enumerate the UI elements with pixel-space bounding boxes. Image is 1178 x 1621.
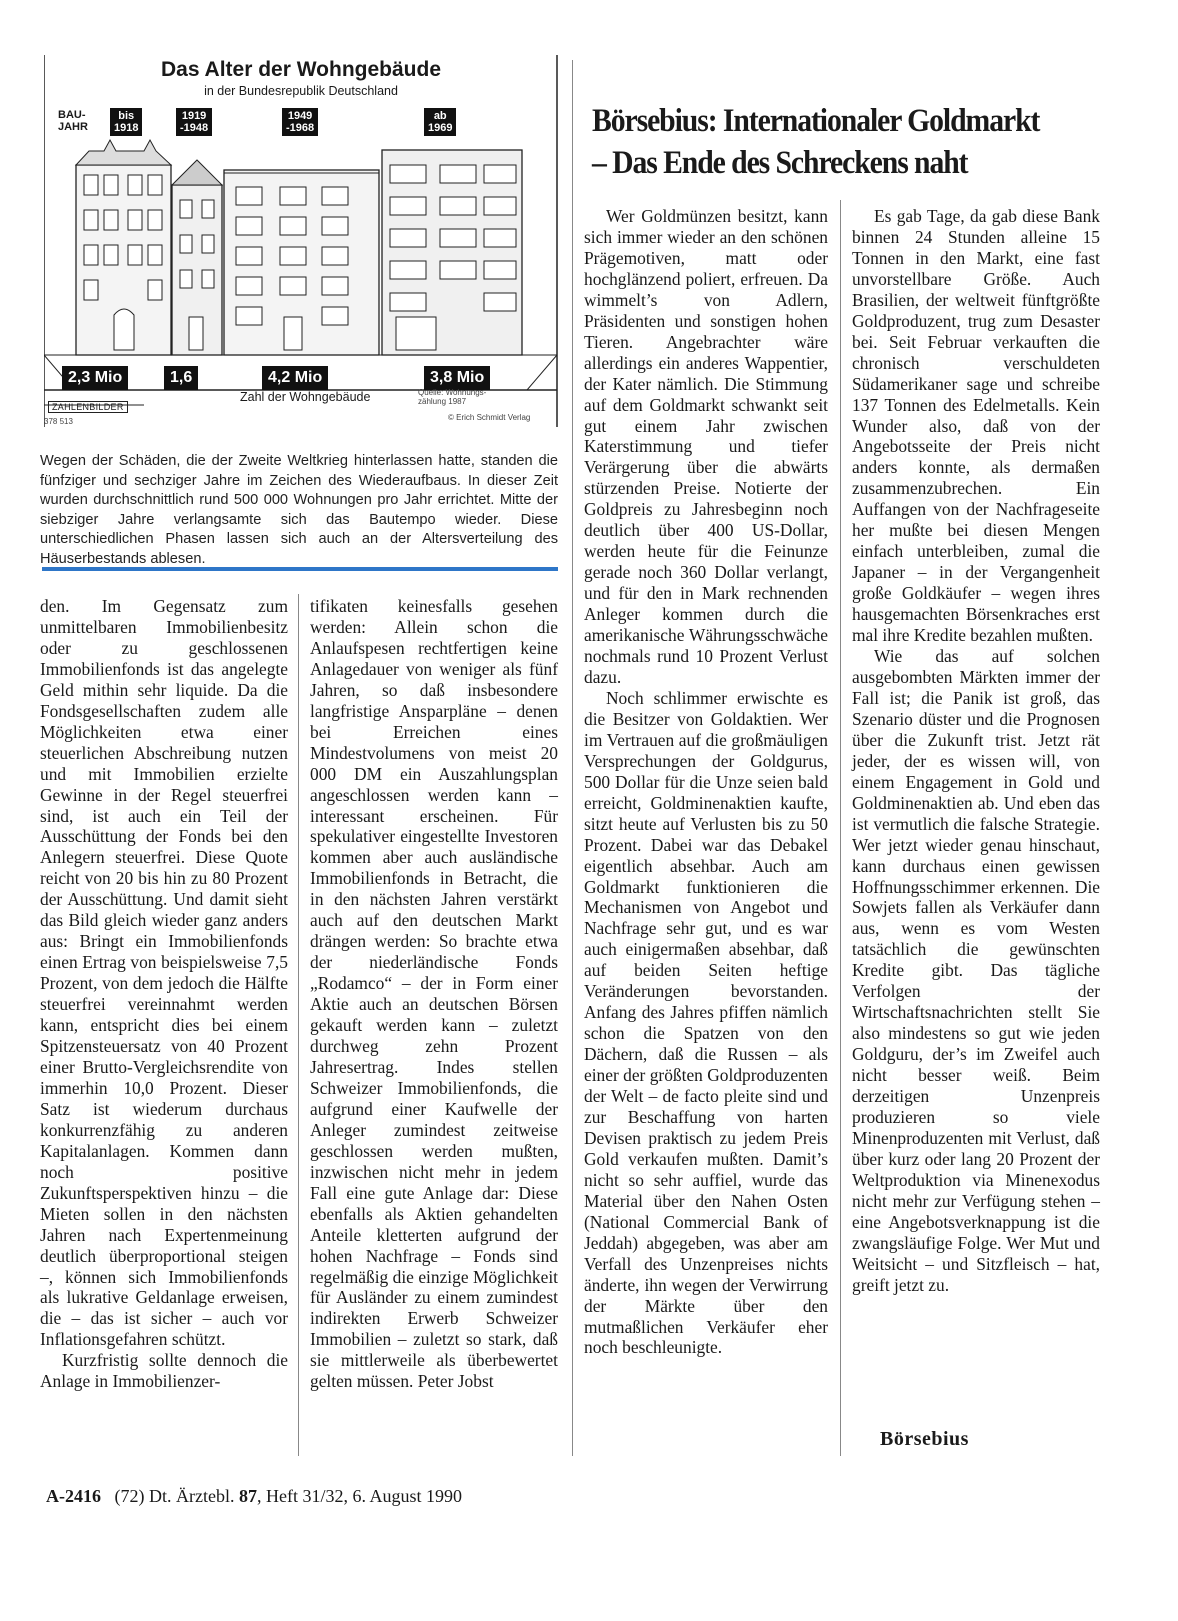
count-1949-1968: 4,2 Mio bbox=[262, 366, 328, 390]
column-rule bbox=[572, 60, 573, 1456]
paragraph: Es gab Tage, da gab diese Bank binnen 24 Stunden alleine 15 Tonnen in den Markt, eine fast unvorstellbare Größe. Auch Brasilien, der weltweit fünftgrößte Goldproduzent, trug zum Desaster bei. Seit Februar verkauften die chronisch verschuldeten Südamerikaner sage und schreibe 137 Tonnen des Edelmetalls. Kein Wunder also, daß von der Angebotsseite der Preis nicht anders konnte, als dermaßen zusammenzubrechen. Ein Auffangen von der Nachfrageseite her mußte bei diesen Mengen einfach unterbleiben, zumal die Japaner – in der Vergangenheit große Goldkäufer – wegen ihres hausgemachten Börsenkraches erst mal ihre Kredite bezahlen mußten. bbox=[852, 206, 1100, 646]
house-1949-1968 bbox=[224, 170, 379, 355]
zahlenbilder-logo: ZAHLENBILDER bbox=[48, 401, 128, 413]
count-label: Zahl der Wohngebäude bbox=[240, 390, 371, 404]
column-4 bbox=[852, 206, 1100, 1296]
divider-bar bbox=[42, 567, 558, 571]
figure-title: Das Alter der Wohngebäude bbox=[160, 58, 442, 81]
paragraph: Kurzfristig sollte dennoch die Anlage in Immobilienzer- bbox=[40, 1350, 288, 1392]
column-1 bbox=[40, 596, 288, 1392]
author-signature: Börsebius bbox=[880, 1428, 969, 1450]
source-note: Quelle: Wohnungs- zählung 1987 bbox=[418, 388, 487, 406]
paragraph: Wie das auf solchen ausgebombten Märkten immer der Fall ist; die Panik ist groß, das Szenario düster und die Prognosen über die Zukunft trist. Jetzt rät jeder, der es wissen will, von einem Engagement in Gold und Goldminenaktien ab. Und eben das ist vermutlich die falsche Strategie. Wer jetzt wieder genau hinschaut, kann durchaus einen gewissen Hoffnungsschimmer erkennen. Die Sowjets fallen als Verkäufer dann aus, wenn es vom Westen tatsächlich die gewünschten Kredite gibt. Das tägliche Verfolgen der Wirtschaftsnachrichten stellt Sie also mindestens so gut wie jeden Goldguru, der’s im Zweifel auch nicht besser weiß. Beim derzeitigen Unzenpreis produzieren so viele Minenproduzenten mit Verlust, daß über kurz oder lang 20 Prozent der Weltproduktion via Minenexodus nicht mehr zur Verfügung stehen – eine Angebotsverknappung ist die zwangsläufige Folge. Wer Mut und Weitsicht – und Sitzfleisch – hat, greift jetzt zu. bbox=[852, 646, 1100, 1295]
publisher-note: © Erich Schmidt Verlag bbox=[448, 413, 531, 422]
column-rule bbox=[840, 200, 841, 1456]
house-bis-1918 bbox=[76, 140, 171, 355]
column-rule bbox=[298, 594, 299, 1456]
year-label-bis-1918: bis 1918 bbox=[110, 108, 142, 136]
page-number: A-2416 bbox=[46, 1486, 101, 1506]
column-2 bbox=[310, 596, 558, 1392]
count-bis-1918: 2,3 Mio bbox=[62, 366, 128, 390]
article-headline: Börsebius: Internationaler Goldmarkt – Das Ende des Schreckens naht bbox=[592, 103, 1040, 181]
paragraph: den. Im Gegensatz zum unmittelbaren Immobilienbesitz oder zu geschlossenen Immobilienfonds ist das angelegte Geld mithin sehr liquide. Da die Fondsgesellschaften zudem alle Möglichkeiten etwa einer steuerlichen Abschreibung nutzen und mit Immobilien erzielte Gewinne in der Regel steuerfrei sind, ist auch ein Teil der Ausschüttung der Fonds bei den Anlegern steuerfrei. Diese Quote reicht von 20 bis hin zu 80 Prozent der Ausschüttung. Und damit sieht das Bild gleich wieder ganz anders aus: Bringt ein Immobilienfonds einen Ertrag von beispielsweise 7,5 Prozent, von dem jedoch die Hälfte steuerfrei vereinnahmt werden kann, entspricht dies bei einem Spitzensteuersatz von 40 Prozent einer Brutto-Vergleichsrendite von immerhin 10,0 Prozent. Dieser Satz ist wiederum durchaus konkurrenzfähig zu anderen Kapitalanlagen. Kommen dann noch positive Zukunftsperspektiven hinzu – die Mieten sollen in den nächsten Jahren nach Expertenmeinung deutlich überproportional steigen –, können sich Immobilienfonds als lukrative Geldanlage erweisen, die – das ist sicher – auch vor Inflationsgefahren schützt. bbox=[40, 596, 288, 1350]
house-ab-1969 bbox=[382, 150, 522, 355]
paragraph: Noch schlimmer erwischte es die Besitzer von Goldaktien. Wer im Vertrauen auf die großmäuligen Versprechungen der Goldgurus, 500 Dollar für die Unze seien bald erreicht, Goldminenaktien kaufte, sitzt heute auf Verlusten bis zu 50 Prozent. Dabei war das Debakel eigentlich absehbar. Auch am Goldmarkt funktionieren die Mechanismen von Angebot und Nachfrage sehr gut, und es war auch einigermaßen absehbar, daß auf beiden Seiten heftige Veränderungen bevorstanden. Anfang des Jahres pfiffen nämlich schon die Spatzen von den Dächern, daß die Russen – als einer der größten Goldproduzenten der Welt – de facto pleite sind und zur Beschaffung von harten Devisen praktisch zu jedem Preis Gold verkaufen mußten. Damit’s nicht so sehr auffiel, wurde das Material über den Nahen Osten (National Commercial Bank of Jeddah) abgegeben, was aber am Verfall des Unzenpreises nichts änderte, ihn wegen der Verwirrung der Märkte über den mutmaßlichen Verkäufer eher noch beschleunigte. bbox=[584, 687, 828, 1358]
paragraph: tifikaten keinesfalls gesehen werden: Allein schon die Anlaufspesen rechtfertigen keine Anlagedauer von weniger als fünf Jahren, so daß insbesondere langfristige Ansparpläne – denen bei Erreichen eines Mindestvolumens von meist 20 000 DM ein Auszahlungsplan angeschlossen werden kann – interessant erscheinen. Für spekulativer eingestellte Investoren kommen aber auch ausländische Immobilienfonds in Betracht, die in den nächsten Jahren verstärkt auch auf den deutschen Markt drängen werden: So brachte etwa der niederländische Fonds „Rodamco“ – der in Form einer Aktie auch an deutschen Börsen gekauft werden kann – zuletzt durchweg zehn Prozent Jahresertrag. Indes stellen Schweizer Immobilienfonds, die aufgrund einer Kaufwelle der Anleger zumindest zeitweise geschlossen werden mußten, inzwischen nicht mehr in jedem Fall eine gute Anlage dar: Diese ebenfalls als Aktien gehandelten Anteile kletterten aufgrund der hohen Nachfrage – Fonds sind regelmäßig die einzige Möglichkeit für Ausländer zu einem zumindest indirekten Erwerb Schweizer Immobilien – zuletzt so stark, daß sie mittlerweile als überbewertet gelten müssen. Peter Jobst bbox=[310, 596, 558, 1392]
paragraph: Wer Goldmünzen besitzt, kann sich immer wieder an den schönen Prägemotiven, matt oder hochglänzend poliert, erfreuen. Da wimmelt’s von Adlern, Präsidenten und sonstigen hohen Tieren. Angebrachter wäre allerdings ein anderes Wappentier, der Kater nämlich. Die Stimmung auf dem Goldmarkt schwankt seit gut einem Jahr zwischen Katerstimmung und tiefer Verärgerung über die abwärts stürzenden Preise. Notierte der Goldpreis zu Jahresbeginn noch deutlich über 400 US-Dollar, werden heute für die Feinunze gerade noch 360 Dollar verlangt, und für den in Mark rechnenden Anleger kommen durch die amerikanische Währungsschwäche nochmals rund 10 Prozent Verlust dazu. bbox=[584, 206, 828, 687]
year-label-ab-1969: ab 1969 bbox=[424, 108, 456, 136]
page-footer: A-2416 (72) Dt. Ärztebl. 87, Heft 31/32, 6. August 1990 bbox=[46, 1486, 462, 1506]
figure-subtitle: in der Bundesrepublik Deutschland bbox=[204, 84, 398, 98]
column-3 bbox=[584, 206, 828, 1358]
baujahr-label: BAU- JAHR bbox=[58, 109, 88, 133]
count-1919-1948: 1,6 bbox=[164, 366, 198, 390]
year-label-1919-1948: 1919 -1948 bbox=[176, 108, 212, 136]
house-1919-1948 bbox=[172, 160, 222, 355]
figure-caption: Wegen der Schäden, die der Zweite Weltkrieg hinterlassen hatte, standen die fünfziger und sechziger Jahre im Zeichen des Wiederaufbaus. In dieser Zeit wurden durchschnittlich rund 500 000 Wohnungen pro Jahr errichtet. Mitte der siebziger Jahre verlangsamte sich das Bautempo wieder. Diese unterschiedlichen Phasen lassen sich auch an der Altersverteilung des Häuserbestands ablesen. bbox=[40, 453, 558, 567]
count-ab-1969: 3,8 Mio bbox=[424, 366, 490, 390]
figure-code: 378 513 bbox=[44, 417, 73, 426]
year-label-1949-1968: 1949 -1968 bbox=[282, 108, 318, 136]
